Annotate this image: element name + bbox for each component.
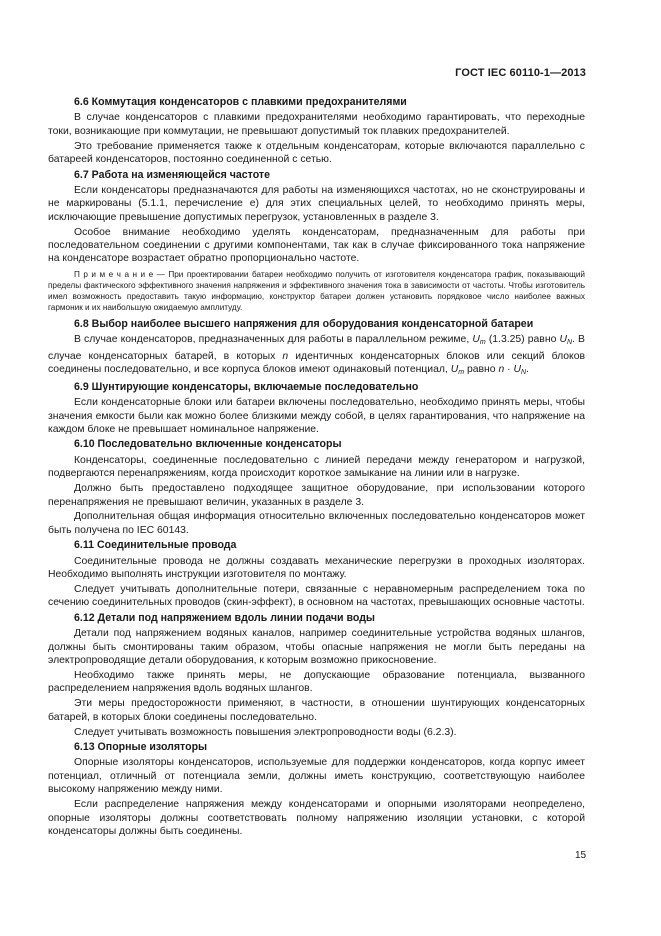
text-run: . bbox=[526, 363, 529, 375]
note: П р и м е ч а н и е — При проектировании батареи необходимо получить от изготовителя конденсатора график, показывающий пределы фактического эффективного значения напряжения и эффективного значения тока в зависимости от частоты. Чтобы изготовитель имел возможность предоставить такую информацию, конструктор батареи должен установить порядковое число наиболее важных гармоник и их наибольшую ожидаемую амплитуду. bbox=[48, 269, 585, 313]
paragraph: Это требование применяется также к отдельным конденсаторам, которые включаются параллельно с батареей конденсаторов, постоянно соединенной с сетью. bbox=[48, 140, 585, 166]
text-run: равно bbox=[464, 363, 499, 375]
symbol-letter: U bbox=[472, 334, 480, 346]
standard-header: ГОСТ IEC 60110-1—2013 bbox=[455, 67, 586, 79]
section-heading-6-13: 6.13 Опорные изоляторы bbox=[74, 740, 208, 753]
paragraph: Дополнительная общая информация относительно включенных последовательно конденсаторов может быть получена по IEC 60143. bbox=[48, 511, 585, 536]
section-heading-6-6: 6.6 Коммутация конденсаторов с плавкими предохранителями bbox=[74, 96, 407, 108]
page-number: 15 bbox=[575, 850, 587, 861]
section-heading-6-8: 6.8 Выбор наиболее высшего напряжения для оборудования конденсаторной батареи bbox=[74, 317, 534, 330]
symbol-n: n bbox=[498, 363, 505, 375]
symbol-um bbox=[472, 334, 485, 345]
symbol-subscript: m bbox=[479, 339, 486, 347]
paragraph: Необходимо также принять меры, не допускающие образование потенциала, вызванного распределением напряжения вдоль водяных шлангов. bbox=[48, 669, 585, 695]
paragraph: В случае конденсаторов с плавкими предохранителями необходимо гарантировать, что переходные токи, возникающие при коммутации, не превышают допустимый ток плавких предохранителей. bbox=[48, 112, 585, 137]
symbol-n: n bbox=[282, 350, 289, 362]
paragraph: Должно быть предоставлено подходящее защитное оборудование, при использовании которого перенапряжения не превышают величин, указанных в разделе 3. bbox=[48, 483, 585, 508]
paragraph: Следует учитывать дополнительные потери, связанные с неравномерным распределением тока по сечению соединительных проводов (скин-эффект), в основном на частотах, превышающих основные частоты. bbox=[48, 584, 585, 609]
paragraph: Опорные изоляторы конденсаторов, используемые для поддержки конденсаторов, когда корпус имеет потенциал, отличный от потенциала земли, должны иметь конструкцию, соответствующую наиболее высокому напряжению между ними. bbox=[48, 757, 585, 796]
text-run: · bbox=[504, 363, 514, 375]
paragraph: Соединительные провода не должны создавать механические перегрузки в проходных изоляторах. Необходимо выполнять инструкции изготовителя по монтажу. bbox=[48, 555, 585, 581]
section-heading-6-7: 6.7 Работа на изменяющейся частоте bbox=[74, 168, 270, 181]
paragraph: Если конденсаторы предназначаются для работы на изменяющихся частотах, но не сконструированы и не маркированы (5.1.1, перечисление e) для этих специальных целей, то необходимо принять меры, исключающие превышение допустимых перегрузок, установленных в разделе 3. bbox=[48, 184, 585, 223]
paragraph: Конденсаторы, соединенные последовательно с линией передачи между генератором и нагрузкой, подвергаются перенапряжениям, когда происходит короткое замыкание на линии или в нагрузке. bbox=[48, 454, 585, 480]
section-heading-6-11: 6.11 Соединительные провода bbox=[74, 539, 237, 552]
paragraph-6-8 bbox=[48, 333, 585, 379]
paragraph: Эти меры предосторожности применяют, в частности, в отношении шунтирующих конденсаторных батарей, в которых блоки соединены последовательно. bbox=[48, 698, 585, 723]
document-body bbox=[48, 96, 585, 840]
text-run: В случае конденсаторов, предназначенных для работы в параллельном режиме, bbox=[74, 334, 473, 346]
paragraph: Особое внимание необходимо уделять конденсаторам, предназначенным для работы при последовательном соединении с другими компонентами, так как в случае фиксированного тока напряжение на конденсаторе возрастает обратно пропорционально частоте. bbox=[48, 226, 585, 265]
symbol-un bbox=[513, 364, 526, 375]
paragraph: Если конденсаторные блоки или батареи включены последовательно, необходимо принять меры, чтобы значения емкости были как можно более близкими между собой, в целях гарантирования, что напряжение на каждом блоке не превышает номинальное напряжение. bbox=[48, 397, 585, 436]
symbol-letter: U bbox=[450, 363, 459, 375]
section-heading-6-9: 6.9 Шунтирующие конденсаторы, включаемые последовательно bbox=[74, 380, 419, 393]
section-heading-6-10: 6.10 Последовательно включенные конденсаторы bbox=[74, 438, 342, 451]
section-heading-6-12: 6.12 Детали под напряжением вдоль линии подачи воды bbox=[74, 611, 375, 624]
symbol-subscript: N bbox=[520, 368, 527, 376]
symbol-letter: U bbox=[513, 363, 521, 375]
text-run: (1.3.25) равно bbox=[485, 334, 560, 346]
symbol-un bbox=[559, 334, 572, 345]
paragraph: Детали под напряжением водяных каналов, например соединительные устройства водяных шлангов, должны быть смонтированы таким образом, чтобы опасные напряжения не могли быть переданы на электропроводящие детали оборудования, к которым возможно прикосновение. bbox=[48, 628, 585, 667]
symbol-um bbox=[451, 364, 464, 375]
symbol-subscript: N bbox=[566, 339, 573, 347]
symbol-letter: U bbox=[559, 334, 567, 346]
paragraph: Если распределение напряжения между конденсаторами и опорными изоляторами неопределено, опорные изоляторы должны соответствовать полному напряжению изоляции установки, с которой конденсаторы должны быть соединены. bbox=[48, 799, 585, 837]
text-run: . В случае конденсаторных батарей, в которых bbox=[48, 334, 585, 362]
paragraph: Следует учитывать возможность повышения электропроводности воды (6.2.3). bbox=[74, 726, 457, 738]
symbol-subscript: m bbox=[458, 368, 465, 376]
text-run: идентичных конденсаторных блоков или секций блоков соединены последовательно, и все корпуса блоков имеют одинаковый потенциал, bbox=[48, 350, 585, 375]
